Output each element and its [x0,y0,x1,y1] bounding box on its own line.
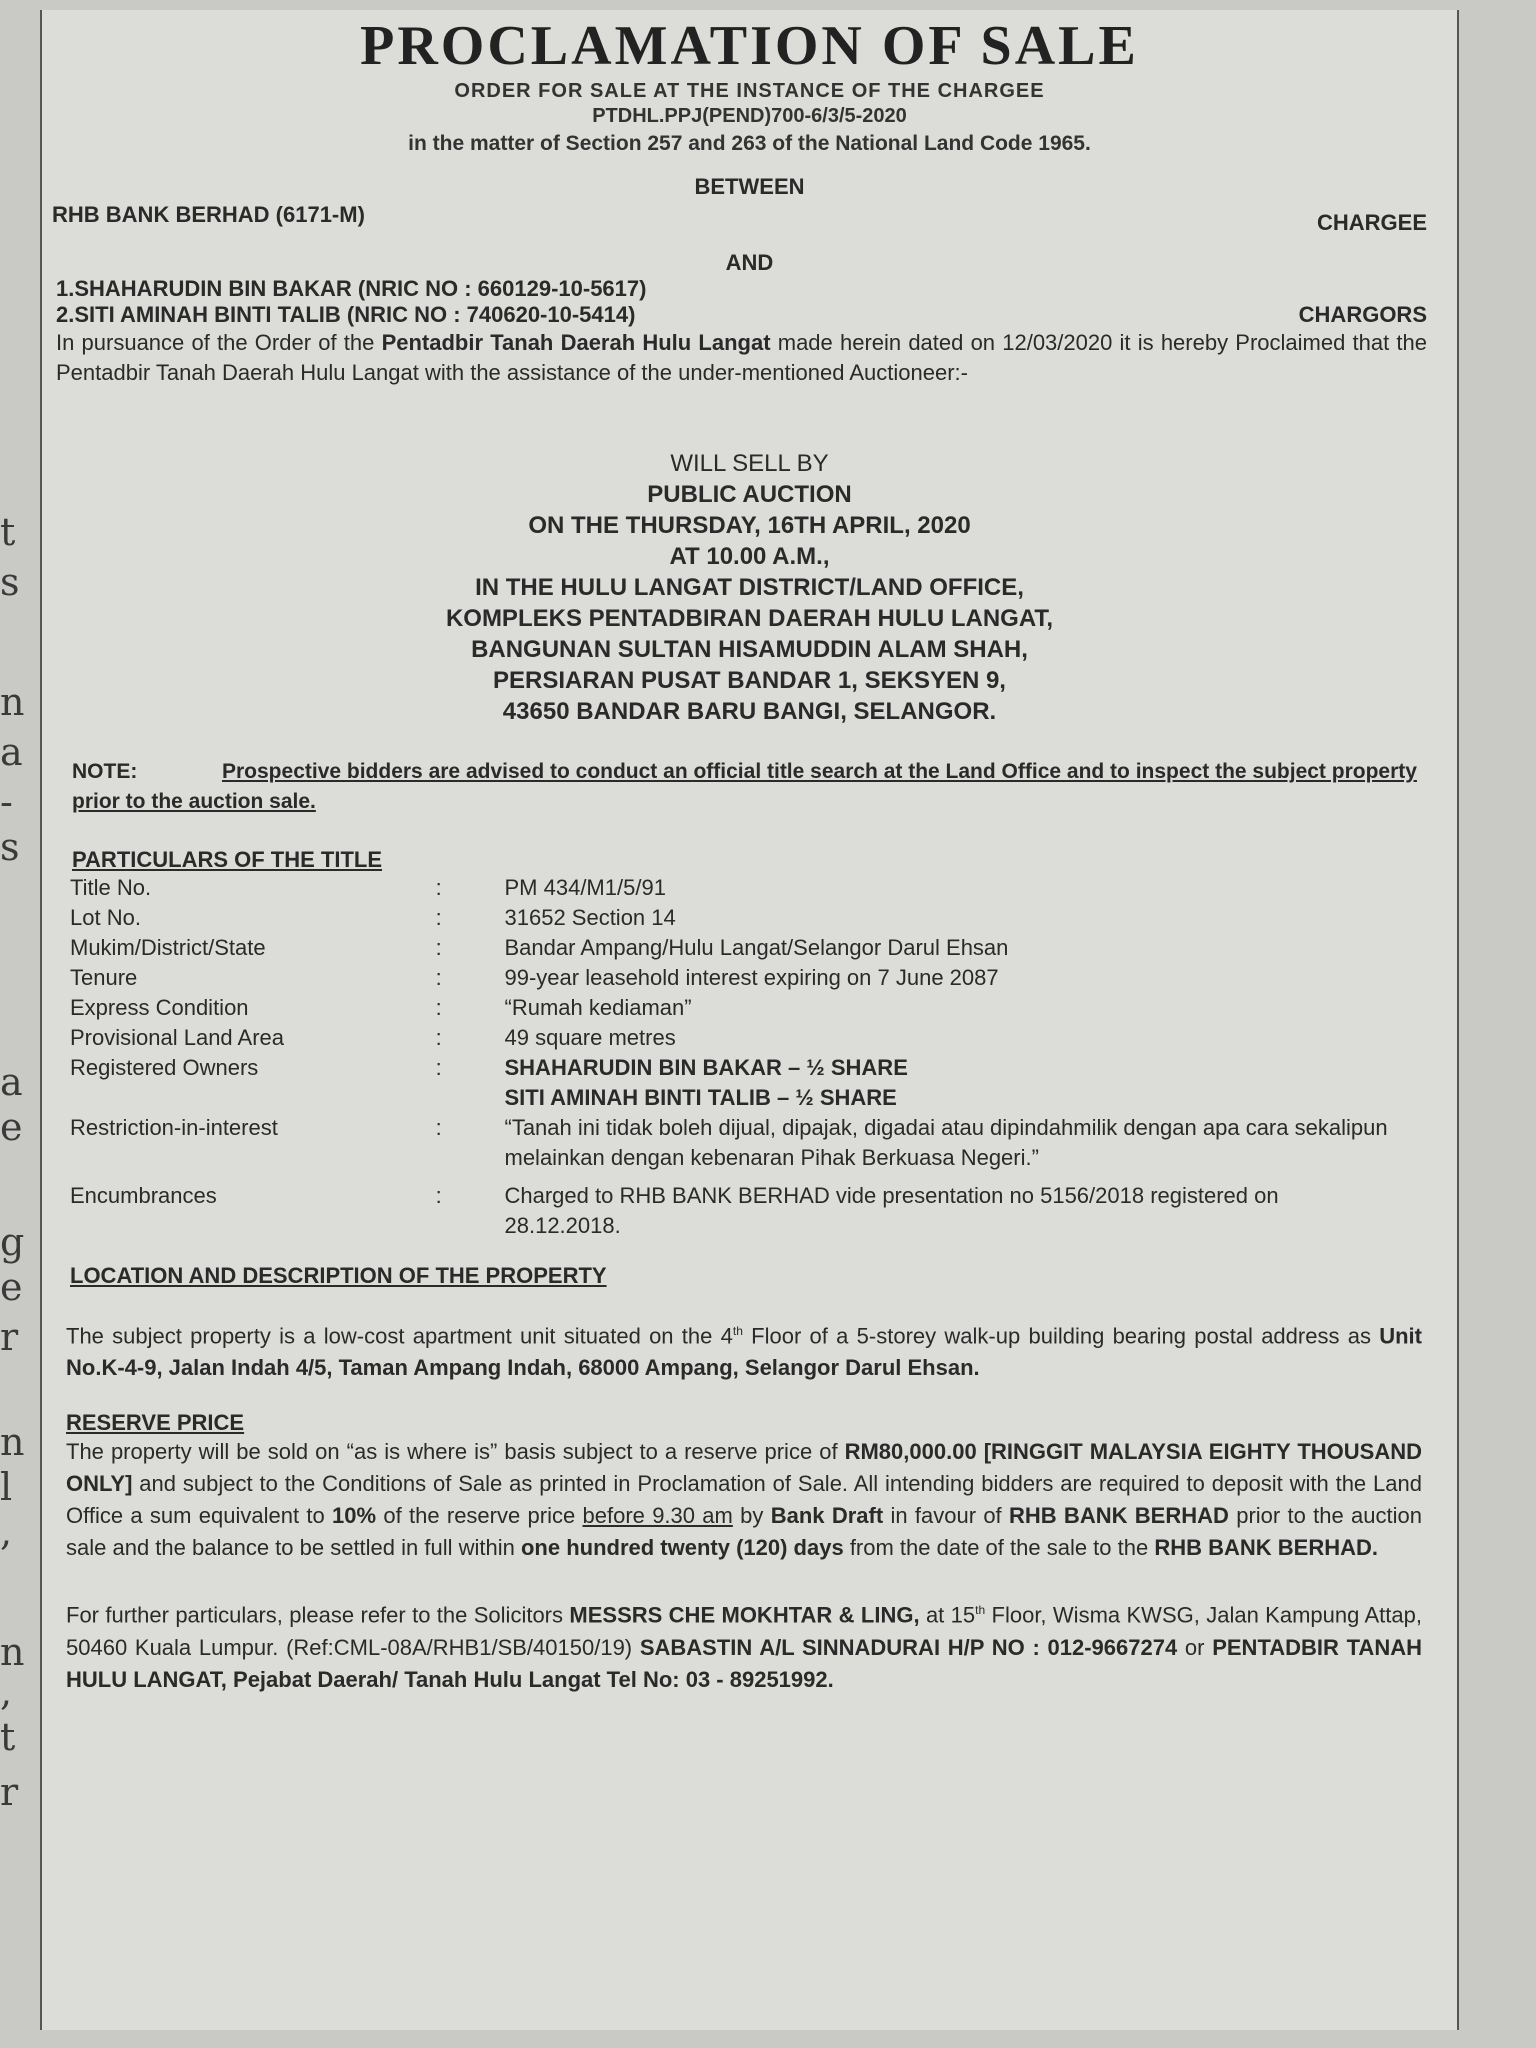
note-label: NOTE: [72,760,138,783]
bleed-char: e [0,1105,23,1149]
location-heading: LOCATION AND DESCRIPTION OF THE PROPERTY [70,1263,607,1288]
bleed-char: a [0,730,23,774]
text-run: by [732,1503,771,1529]
colon: : [435,1115,442,1140]
note-text: Prospective bidders are advised to conduct an official title search at the Land Office and to inspect the subject property prior to the auction sale. [72,760,1417,813]
and-label: AND [725,250,774,275]
chargee-label: CHARGEE [1316,210,1427,235]
chargor-2-row [42,302,1457,328]
colon: : [435,1183,442,1208]
settlement-period: one hundred twenty (120) days [520,1535,844,1561]
field-value: SITI AMINAH BINTI TALIB – ½ SHARE [504,1085,897,1110]
auction-details [42,448,1457,727]
colon: : [435,1025,442,1050]
bleed-char: - [0,780,13,824]
table-row [70,1181,1457,1241]
text-run: Floor of a 5-storey walk-up building bearing postal address as [742,1323,1380,1349]
chargee-row [42,202,1457,236]
text-run: made herein dated on 12/03/2020 it is hereby Proclaimed that the Pentadbir Tanah Daerah Hulu Langat with the assistance of the under-mentioned Auctioneer:- [56,330,1428,385]
bleed-char: e [0,1265,23,1309]
text-run-bold: RHB BANK BERHAD [1008,1503,1229,1529]
field-value: “Tanah ini tidak boleh dijual, dipajak, digadai atau dipindahmilik dengan apa cara sekalipun melainkan dengan kebenaran Pihak Berkuasa Negeri.” [504,1115,1388,1170]
text-run: in favour of [883,1503,1009,1529]
text-run-bold: Bank Draft [770,1503,884,1529]
colon: : [435,995,442,1020]
document-title: PROCLAMATION OF SALE [360,15,1139,77]
particulars-table [70,873,1457,1241]
text-run: or [1177,1634,1213,1660]
text-run: from the date of the sale to the [843,1535,1155,1561]
auction-venue-line: IN THE HULU LANGAT DISTRICT/LAND OFFICE, [475,574,1024,601]
bleed-char: s [0,825,20,869]
text-run: at 15 [919,1602,976,1628]
colon: : [435,905,442,930]
bleed-char: l [0,1465,13,1509]
field-value: SHAHARUDIN BIN BAKAR – ½ SHARE [504,1055,908,1080]
bleed-char: n [0,680,25,724]
bleed-char: , [0,1670,13,1714]
field-label: Registered Owners [70,1055,259,1080]
text-run: The subject property is a low-cost apartment unit situated on the 4 [66,1323,733,1349]
bleed-char: t [0,510,16,554]
chargor-1: 1.SHAHARUDIN BIN BAKAR (NRIC NO : 660129-10-5617) [56,276,647,301]
auction-venue-line: 43650 BANDAR BARU BANGI, SELANGOR. [502,698,997,725]
note-block [42,757,1457,817]
location-paragraph [42,1315,1457,1384]
deposit-deadline: before 9.30 am [582,1503,733,1529]
table-row [70,993,1457,1023]
field-label: Restriction-in-interest [70,1115,278,1140]
property-address: Unit No.K-4-9, Jalan Indah 4/5, Taman Ampang Indah, 68000 Ampang, Selangor Darul Ehsan. [66,1323,1422,1381]
proclamation-document [40,10,1459,2030]
field-value: Bandar Ampang/Hulu Langat/Selangor Darul Ehsan [504,935,1009,960]
bleed-char: n [0,1630,25,1674]
field-label: Lot No. [70,905,141,930]
text-run: For further particulars, please refer to the Solicitors [66,1602,570,1628]
text-run: The property will be sold on “as is where is” basis subject to a reserve price of [66,1439,845,1465]
auction-line: PUBLIC AUCTION [647,481,852,508]
auction-venue-line: PERSIARAN PUSAT BANDAR 1, SEKSYEN 9, [493,667,1006,694]
field-value: PM 434/M1/5/91 [504,875,666,900]
bleed-char: r [0,1770,19,1814]
particulars-heading: PARTICULARS OF THE TITLE [72,847,383,872]
superscript: th [975,1603,986,1618]
contact-paragraph [42,1594,1457,1695]
auction-date: ON THE THURSDAY, 16TH APRIL, 2020 [528,512,971,539]
text-run: In pursuance of the Order of the [56,330,382,355]
reserve-price-heading: RESERVE PRICE [66,1410,245,1436]
bleed-char: t [0,1715,16,1759]
table-row [70,1023,1457,1053]
reference-number: PTDHL.PPJ(PEND)700-6/3/5-2020 [592,105,907,127]
bleed-char: a [0,1060,23,1104]
bleed-char: g [0,1220,25,1264]
field-value: “Rumah kediaman” [504,995,692,1020]
contact-phone: SABASTIN A/L SINNADURAI H/P NO : 012-9667274 [639,1634,1178,1660]
text-run-bold: Pentadbir Tanah Daerah Hulu Langat [381,330,771,355]
table-row [70,1113,1457,1181]
field-label: Tenure [70,965,138,990]
deposit-percent: 10% [332,1503,377,1529]
bleed-char: r [0,1315,19,1359]
auction-time: AT 10.00 A.M., [669,543,830,570]
field-label: Express Condition [70,995,249,1020]
reserve-price-amount: RM80,000.00 [RINGGIT MALAYSIA EIGHTY THOUSAND ONLY] [66,1439,1423,1497]
field-value: 49 square metres [504,1025,676,1050]
text-run: Floor, Wisma KWSG, Jalan Kampung Attap, 50460 Kuala Lumpur. (Ref:CML-08A/RHB1/SB/40150/19) [66,1602,1422,1660]
field-value: 31652 Section 14 [504,905,676,930]
field-value: 99-year leasehold interest expiring on 7 June 2087 [504,965,999,990]
text-run: prior to the auction sale and the balance to be settled in full within [66,1503,1422,1561]
colon: : [435,1055,442,1080]
reserve-price-paragraph [42,1436,1457,1564]
order-subtitle: ORDER FOR SALE AT THE INSTANCE OF THE CHARGEE [454,80,1045,102]
colon: : [435,965,442,990]
auction-venue-line: KOMPLEKS PENTADBIRAN DAERAH HULU LANGAT, [445,605,1054,632]
table-row [70,1083,1457,1113]
table-row [70,873,1457,903]
field-value: Charged to RHB BANK BERHAD vide presentation no 5156/2018 registered on 28.12.2018. [504,1183,1279,1238]
text-run-bold: RHB BANK BERHAD. [1154,1535,1379,1561]
field-label: Encumbrances [70,1183,217,1208]
solicitor-name: MESSRS CHE MOKHTAR & LING, [569,1602,920,1628]
text-run: and subject to the Conditions of Sale as printed in Proclamation of Sale. All intending bidders are required to deposit with the Land Office a sum equivalent to [66,1471,1422,1529]
table-row [70,903,1457,933]
land-office-contact: PENTADBIR TANAH HULU LANGAT, Pejabat Daerah/ Tanah Hulu Langat Tel No: 03 - 89251992. [66,1634,1422,1692]
bleed-char: , [0,1510,13,1554]
field-label: Title No. [70,875,152,900]
chargee-name: RHB BANK BERHAD (6171-M) [52,202,365,227]
colon: : [435,875,442,900]
table-row [70,1053,1457,1083]
superscript: th [732,1324,743,1338]
bleed-char: n [0,1420,25,1464]
chargor-2: 2.SITI AMINAH BINTI TALIB (NRIC NO : 740620-10-5414) [56,302,636,327]
between-label: BETWEEN [694,174,805,199]
chargors-label: CHARGORS [1298,302,1427,327]
auction-venue-line: BANGUNAN SULTAN HISAMUDDIN ALAM SHAH, [471,636,1028,663]
field-label: Provisional Land Area [70,1025,285,1050]
auction-line: WILL SELL BY [670,450,829,477]
table-row [70,963,1457,993]
bleed-char: s [0,560,20,604]
text-run: of the reserve price [376,1503,583,1529]
pursuance-paragraph [42,328,1457,388]
matter-line: in the matter of Section 257 and 263 of the National Land Code 1965. [408,132,1091,155]
table-row [70,933,1457,963]
colon: : [435,935,442,960]
field-label: Mukim/District/State [70,935,266,960]
